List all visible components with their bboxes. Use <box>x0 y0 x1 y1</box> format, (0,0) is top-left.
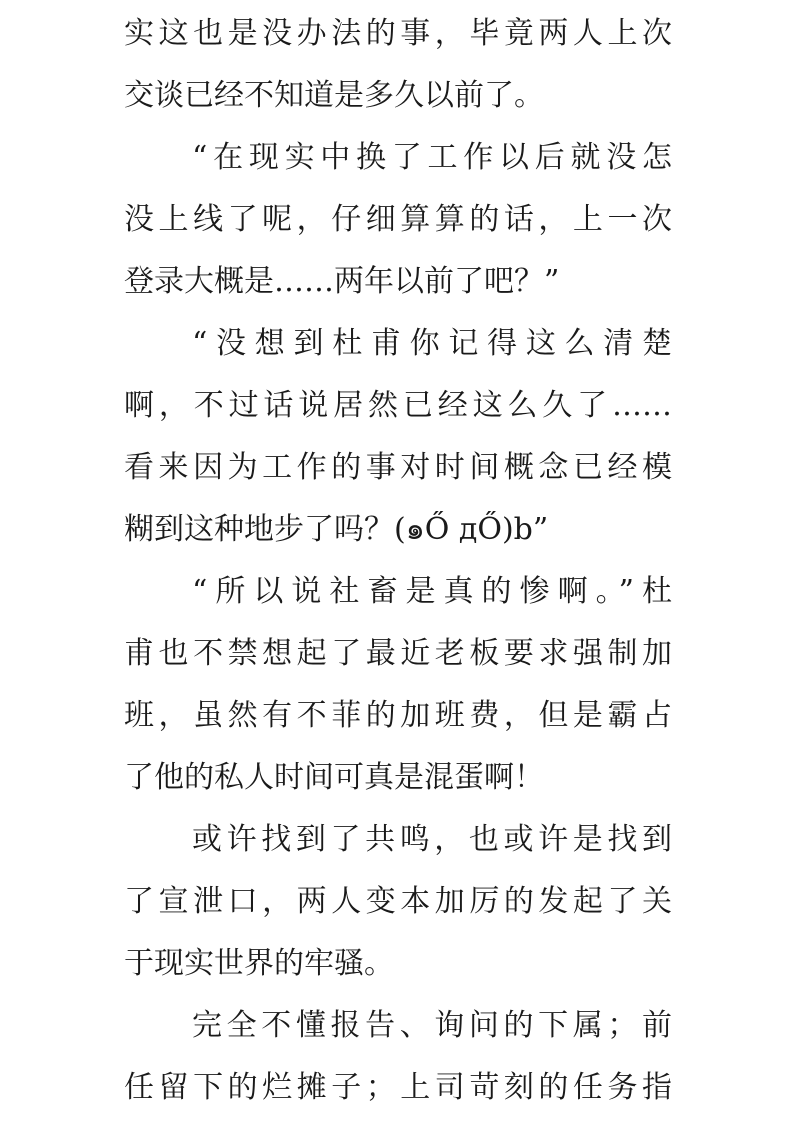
text-line: 实这也是没办法的事，毕竟两人上次 <box>124 16 672 51</box>
text-line: “所以说社畜是真的惨啊。”杜 <box>192 574 672 609</box>
text-line: 了宣泄口，两人变本加厉的发起了关 <box>124 884 672 919</box>
text-line: 了他的私人时间可真是混蛋啊！ <box>124 760 544 795</box>
text-line: 看来因为工作的事对时间概念已经模 <box>124 450 672 485</box>
text-line: 甫也不禁想起了最近老板要求强制加 <box>124 636 672 671</box>
text-line: 任留下的烂摊子；上司苛刻的任务指 <box>124 1070 672 1105</box>
text-line: 于现实世界的牢骚。 <box>124 946 394 981</box>
text-line: “没想到杜甫你记得这么清楚 <box>192 326 672 361</box>
text-line: “在现实中换了工作以后就没怎 <box>192 140 672 175</box>
text-line: 糊到这种地步了吗？(๑Ő дŐ)b” <box>124 512 549 547</box>
text-line: 交谈已经不知道是多久以前了。 <box>124 78 544 113</box>
text-line: 没上线了呢，仔细算算的话，上一次 <box>124 202 672 237</box>
text-line: 啊，不过话说居然已经这么久了…… <box>124 388 672 423</box>
text-line: 完全不懂报告、询问的下属；前 <box>192 1008 672 1043</box>
text-line: 登录大概是……两年以前了吧？” <box>124 264 560 299</box>
text-line: 或许找到了共鸣，也或许是找到 <box>192 822 672 857</box>
text-line: 班，虽然有不菲的加班费，但是霸占 <box>124 698 672 733</box>
